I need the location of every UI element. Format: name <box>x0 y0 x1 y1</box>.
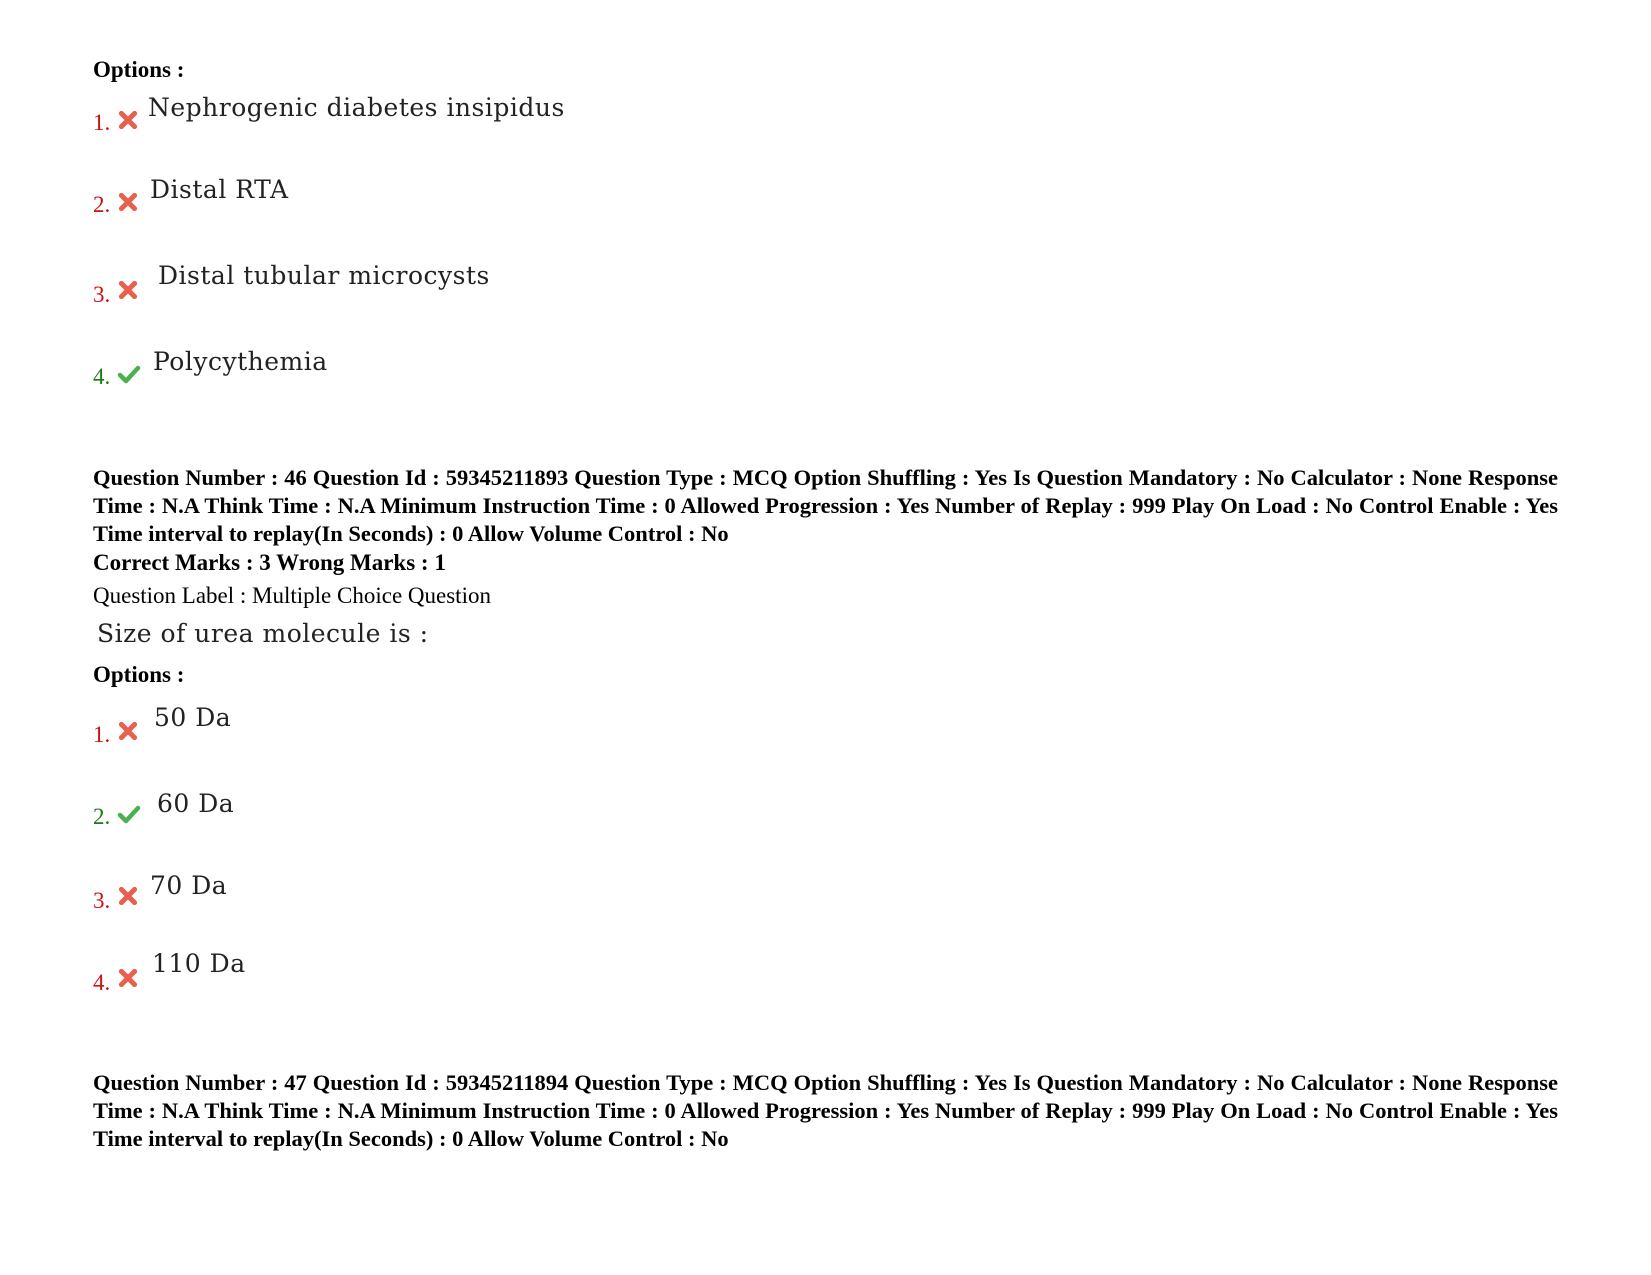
option-number: 2. <box>93 192 111 217</box>
option-number: 3. <box>93 282 111 307</box>
cross-icon <box>117 109 139 131</box>
cross-icon <box>117 720 139 742</box>
question-label: Question Label : Multiple Choice Question <box>93 583 491 608</box>
option-number: 1. <box>93 722 111 747</box>
question-text: Size of urea molecule is : <box>97 619 429 648</box>
question-metadata: Question Number : 47 Question Id : 59345211894 Question Type : MCQ Option Shuffling : Yes Is Question Mandatory : No Calculator : None Response Time : N.A Think Time : N.A Minimum Instruction Time : 0 Allowed Progression : Yes Number of Replay : 999 Play On Load : No Control Enable : Yes Time interval to replay(In Seconds) : 0 Allow Volume Control : No <box>93 1070 1558 1151</box>
options-heading: Options : <box>93 57 185 82</box>
option-text: 60 Da <box>157 789 235 818</box>
option-number: 3. <box>93 888 111 913</box>
check-icon <box>117 803 141 825</box>
cross-icon <box>117 279 139 301</box>
check-icon <box>117 363 141 385</box>
cross-icon <box>117 191 139 213</box>
option-text: Distal RTA <box>150 175 289 204</box>
question-marks: Correct Marks : 3 Wrong Marks : 1 <box>93 550 446 575</box>
option-number: 1. <box>93 110 111 135</box>
option-number: 2. <box>93 804 111 829</box>
cross-icon <box>117 885 139 907</box>
option-text: 50 Da <box>154 703 232 732</box>
option-text: Polycythemia <box>153 347 328 376</box>
option-text: 70 Da <box>150 871 228 900</box>
option-text: Distal tubular microcysts <box>158 261 490 290</box>
options-heading: Options : <box>93 662 185 687</box>
option-text: Nephrogenic diabetes insipidus <box>148 93 565 122</box>
option-text: 110 Da <box>152 949 246 978</box>
cross-icon <box>117 967 139 989</box>
option-number: 4. <box>93 970 111 995</box>
option-number: 4. <box>93 364 111 389</box>
question-metadata: Question Number : 46 Question Id : 59345211893 Question Type : MCQ Option Shuffling : Yes Is Question Mandatory : No Calculator : None Response Time : N.A Think Time : N.A Minimum Instruction Time : 0 Allowed Progression : Yes Number of Replay : 999 Play On Load : No Control Enable : Yes Time interval to replay(In Seconds) : 0 Allow Volume Control : No <box>93 465 1558 546</box>
